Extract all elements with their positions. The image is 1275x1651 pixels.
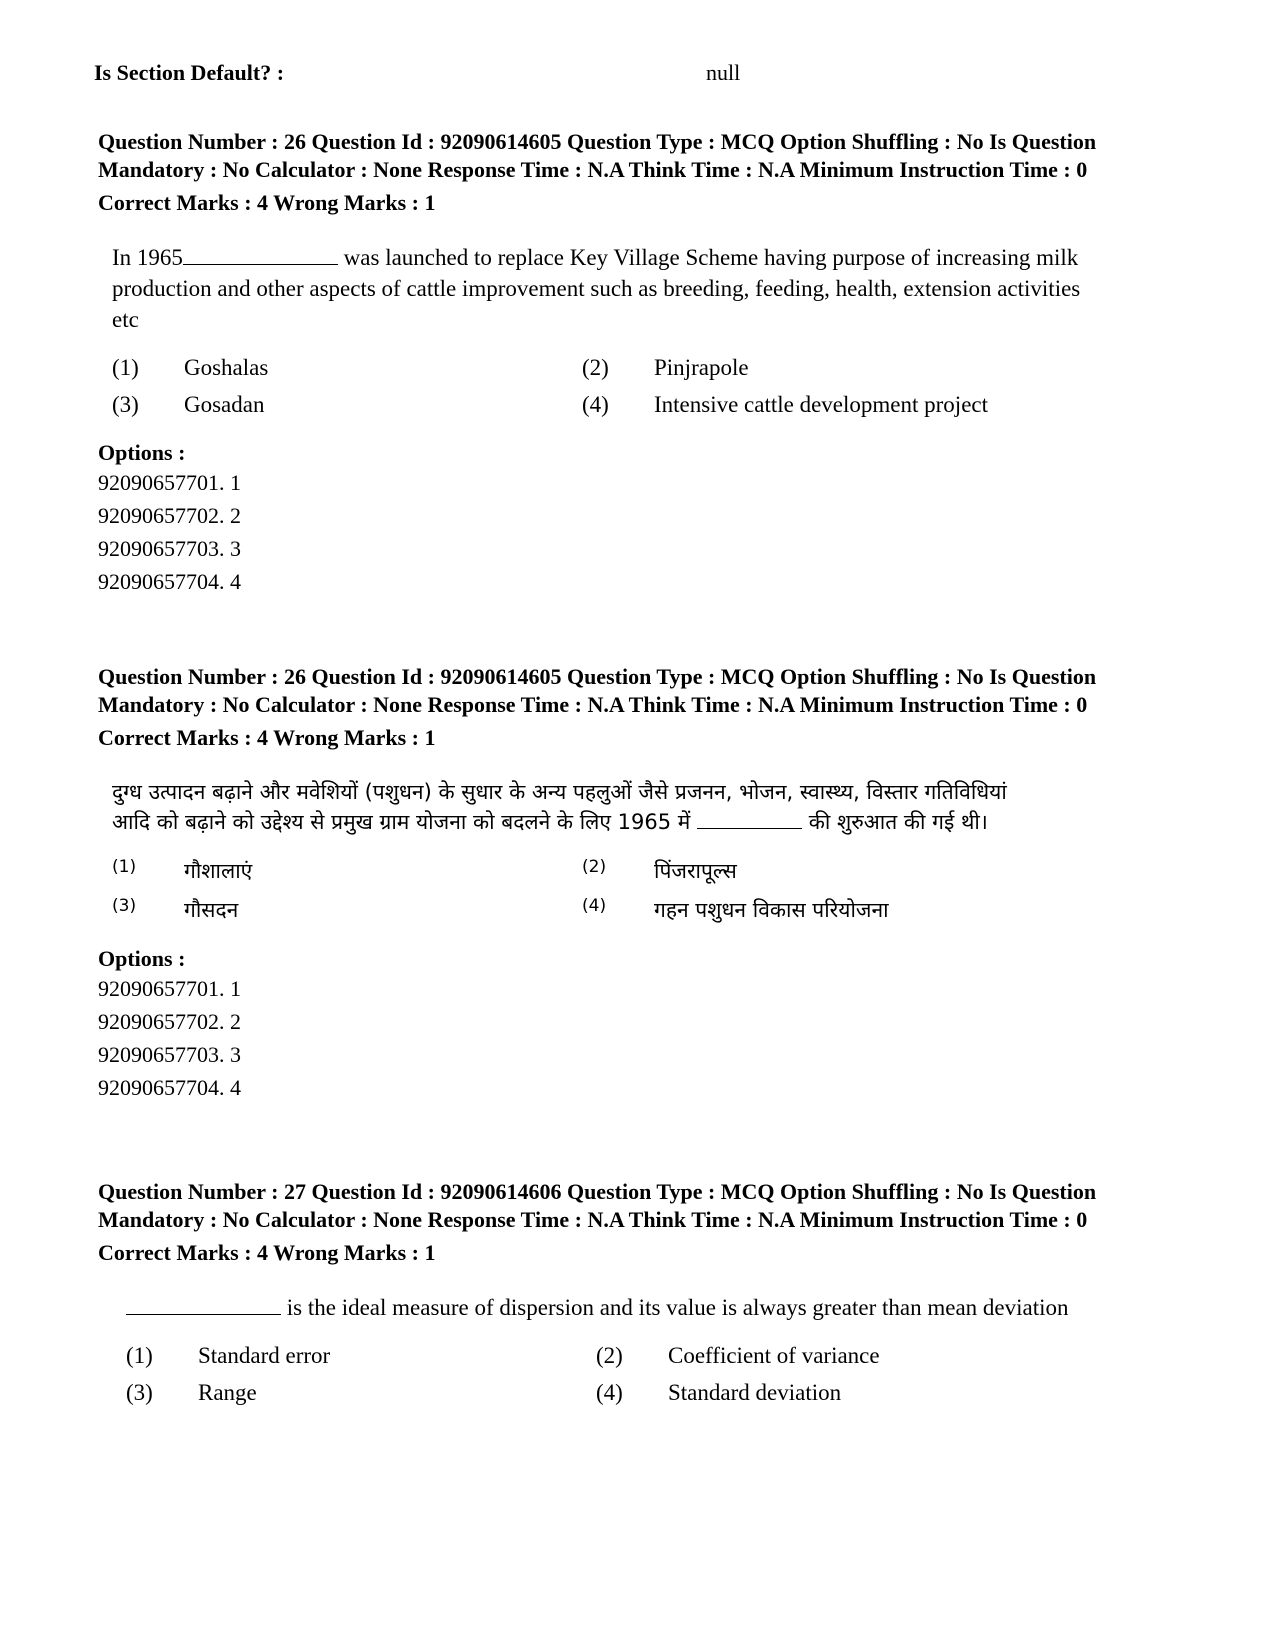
- choice-4: [582, 392, 1102, 418]
- choice-number: (4): [582, 896, 607, 916]
- choice-text: Standard deviation: [668, 1380, 842, 1405]
- answer-choices: [98, 1343, 1178, 1406]
- question-marks: Correct Marks : 4 Wrong Marks : 1: [98, 1240, 436, 1265]
- section-default-row: [94, 60, 1194, 86]
- answer-blank: [697, 827, 802, 829]
- choice-4: [596, 1380, 1116, 1406]
- choice-text: Gosadan: [184, 392, 265, 417]
- answer-blank: [183, 263, 338, 265]
- option-row: 92090657702. 2: [98, 1009, 241, 1034]
- choice-1: [126, 1343, 596, 1369]
- choice-3: [112, 392, 582, 418]
- option-row: 92090657703. 3: [98, 536, 241, 561]
- option-row: 92090657703. 3: [98, 1042, 241, 1067]
- choice-text: गौशालाएं: [184, 859, 253, 883]
- choice-1: [112, 355, 582, 381]
- choice-text: Range: [198, 1380, 257, 1405]
- stem-text-after: की शुरुआत की गई थी।: [802, 810, 988, 834]
- section-default-value: null: [706, 60, 741, 85]
- choice-1: [112, 857, 582, 885]
- options-label: Options :: [98, 946, 186, 971]
- choice-text: Intensive cattle development project: [654, 392, 989, 417]
- choice-text: पिंजरापूल्स: [654, 859, 737, 883]
- answer-blank: [126, 1313, 281, 1315]
- answer-choices: [98, 355, 1178, 418]
- choice-number: (2): [582, 857, 607, 877]
- question-meta: Question Number : 27 Question Id : 92090614606 Question Type : MCQ Option Shuffling : No Is Question Mandatory : No Calculator : None Response Time : N.A Think Time : N.A Minimum Instruction Time : 0: [98, 1179, 1097, 1232]
- question-block-2: [98, 663, 1178, 1104]
- choice-text: गौसदन: [184, 898, 239, 922]
- question-marks: Correct Marks : 4 Wrong Marks : 1: [98, 190, 436, 215]
- choice-number: (1): [126, 1343, 153, 1368]
- choice-number: (1): [112, 355, 139, 380]
- choice-2: [582, 857, 1102, 885]
- options-label: Options :: [98, 440, 186, 465]
- choice-text: Goshalas: [184, 355, 269, 380]
- option-row: 92090657701. 1: [98, 470, 241, 495]
- choice-text: गहन पशुधन विकास परियोजना: [654, 898, 889, 922]
- question-block-1: [98, 128, 1178, 598]
- choice-3: [112, 896, 582, 924]
- option-row: 92090657704. 4: [98, 569, 241, 594]
- option-row: 92090657701. 1: [98, 976, 241, 1001]
- choice-3: [126, 1380, 596, 1406]
- question-stem: [98, 242, 1112, 335]
- choice-4: [582, 896, 1102, 924]
- stem-text-before: In 1965: [112, 245, 183, 270]
- choice-number: (3): [112, 896, 137, 916]
- option-row: 92090657702. 2: [98, 503, 241, 528]
- choice-number: (2): [582, 355, 609, 380]
- stem-text-after: was launched to replace Key Village Scheme having purpose of increasing milk production and other aspects of cattle improvement such as breeding, feeding, health, extension activities etc: [112, 245, 1081, 332]
- choice-number: (3): [112, 392, 139, 417]
- answer-choices: [98, 857, 1178, 924]
- choice-2: [582, 355, 1102, 381]
- section-default-label: Is Section Default? :: [94, 60, 285, 85]
- question-stem: [98, 777, 1022, 837]
- question-marks: Correct Marks : 4 Wrong Marks : 1: [98, 725, 436, 750]
- choice-text: Standard error: [198, 1343, 331, 1368]
- question-meta: Question Number : 26 Question Id : 92090614605 Question Type : MCQ Option Shuffling : No Is Question Mandatory : No Calculator : None Response Time : N.A Think Time : N.A Minimum Instruction Time : 0: [98, 129, 1097, 182]
- option-row: 92090657704. 4: [98, 1075, 241, 1100]
- choice-number: (3): [126, 1380, 153, 1405]
- choice-number: (4): [596, 1380, 623, 1405]
- stem-text-before: दुग्ध उत्पादन बढ़ाने और मवेशियों (पशुधन) के सुधार के अन्य पहलुओं जैसे प्रजनन, भोजन, स्वास्थ्य, विस्तार गतिविधियां आदि को बढ़ाने को उद्देश्य से प्रमुख ग्राम योजना को बदलने के लिए 1965 में: [112, 780, 1007, 834]
- question-meta: Question Number : 26 Question Id : 92090614605 Question Type : MCQ Option Shuffling : No Is Question Mandatory : No Calculator : None Response Time : N.A Think Time : N.A Minimum Instruction Time : 0: [98, 664, 1097, 717]
- stem-text-after: is the ideal measure of dispersion and its value is always greater than mean deviation: [281, 1295, 1069, 1320]
- choice-number: (1): [112, 857, 137, 877]
- choice-text: Pinjrapole: [654, 355, 749, 380]
- choice-2: [596, 1343, 1116, 1369]
- choice-number: (2): [596, 1343, 623, 1368]
- question-stem: [98, 1292, 1126, 1323]
- choice-text: Coefficient of variance: [668, 1343, 880, 1368]
- question-block-3: [98, 1178, 1178, 1406]
- choice-number: (4): [582, 392, 609, 417]
